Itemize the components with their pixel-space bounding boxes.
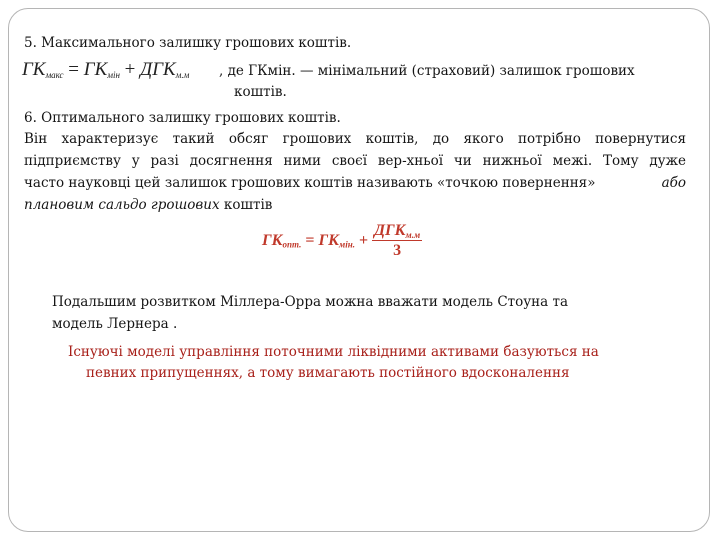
optimal-balance-formula bbox=[262, 222, 422, 260]
formula-term1-sub: мін bbox=[107, 70, 120, 80]
formula-equals: = bbox=[68, 59, 80, 80]
formula2-plus: + bbox=[358, 232, 369, 249]
formula-term2: ДГК bbox=[140, 59, 176, 80]
item6-paragraph-line1: Він характеризує такий обсяг грошових коштів, до якого потрібно повернутися bbox=[24, 131, 686, 147]
item6-heading: 6. Оптимального залишку грошових коштів. bbox=[24, 110, 341, 126]
formula2-numerator-text: ДГК bbox=[374, 222, 406, 239]
formula2-denominator: 3 bbox=[393, 242, 402, 259]
formula2-numerator bbox=[372, 222, 422, 241]
conclusion-line2: певних припущеннях, а тому вимагають постійного вдосконалення bbox=[86, 365, 570, 381]
item6-paragraph-line4-italic: плановим сальдо грошових bbox=[24, 197, 220, 213]
formula2-equals: = bbox=[305, 232, 315, 249]
formula2-lhs-sub: опт. bbox=[282, 239, 302, 250]
formula-term2-sub: м.м bbox=[175, 70, 190, 80]
item6-paragraph-line3-italic: або bbox=[661, 175, 686, 191]
formula-plus: + bbox=[124, 59, 136, 80]
conclusion-line1: Існуючі моделі управління поточними ліквідними активами базуються на bbox=[68, 344, 599, 360]
item6-paragraph-line2: підприємству у разі досягнення ними своєї вер-хньої чи нижньої межі. Тому дуже bbox=[24, 153, 686, 169]
formula2-term1: ГК bbox=[318, 232, 340, 249]
formula2-numerator-sub: м.м bbox=[405, 230, 421, 240]
formula-lhs-sub: макс bbox=[45, 70, 64, 80]
formula2-term1-sub: мін. bbox=[339, 239, 355, 250]
item5-description-line1: , де ГКмін. — мінімальний (страховий) залишок грошових bbox=[219, 63, 635, 79]
formula2-lhs: ГК bbox=[262, 232, 283, 249]
item6-paragraph-line3-text: часто науковці цей залишок грошових коштів називають «точкою повернення» bbox=[24, 175, 596, 191]
item5-heading: 5. Максимального залишку грошових коштів. bbox=[24, 35, 352, 51]
item6-paragraph-line4-text: коштів bbox=[223, 197, 273, 213]
item6-paragraph-line3 bbox=[24, 172, 686, 194]
max-balance-formula bbox=[22, 58, 189, 87]
item5-description-line2: коштів. bbox=[234, 84, 287, 100]
models-paragraph-line1: Подальшим розвитком Міллера-Орра можна вважати модель Стоуна та bbox=[52, 294, 569, 310]
item6-paragraph-line4 bbox=[24, 194, 272, 216]
formula-term1: ГК bbox=[83, 59, 108, 80]
formula2-fraction bbox=[372, 222, 422, 260]
models-paragraph-line2: модель Лернера . bbox=[52, 316, 178, 332]
formula-lhs: ГК bbox=[22, 59, 46, 80]
